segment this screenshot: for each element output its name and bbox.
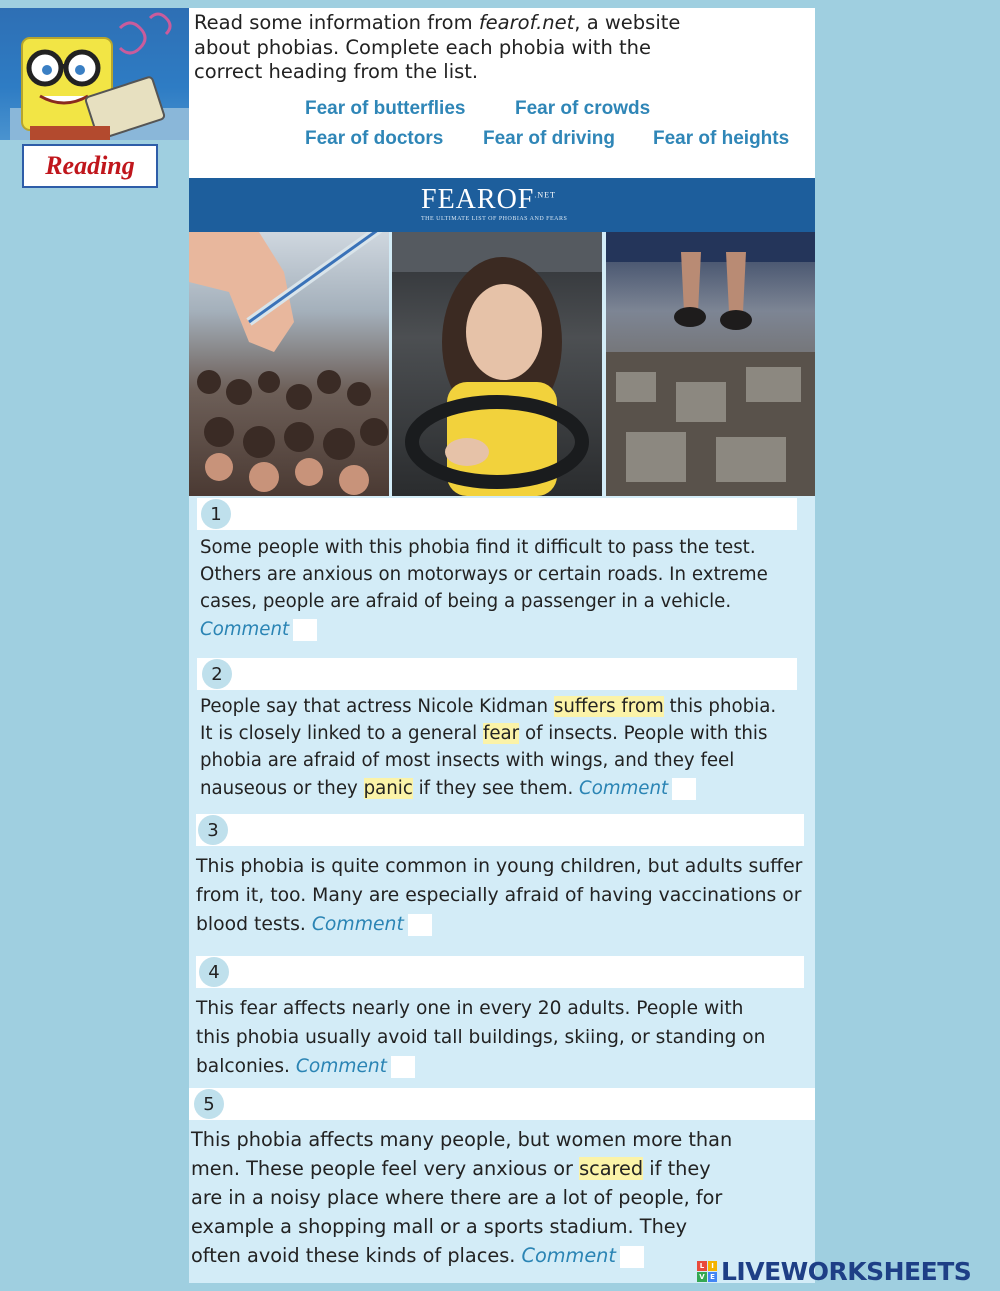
heading-list bbox=[189, 86, 815, 178]
phobia-description-3: This phobia is quite common in young children, but adults suffer from it, too. Many are especially afraid of having vaccinations or blood tests. Comment bbox=[196, 852, 802, 939]
text-line: phobia are afraid of most insects with wings, and they feel bbox=[200, 750, 735, 772]
comment-link[interactable]: Comment bbox=[521, 1244, 616, 1267]
comment-link[interactable]: Comment bbox=[200, 618, 290, 640]
text-line: this phobia usually avoid tall buildings, skiing, or standing on bbox=[196, 1027, 766, 1048]
comment-link[interactable]: Comment bbox=[295, 1056, 387, 1077]
section-number: 3 bbox=[198, 815, 228, 845]
section-number: 1 bbox=[201, 499, 231, 529]
liveworksheets-watermark bbox=[697, 1258, 971, 1284]
text-line: Some people with this phobia find it difficult to pass the test. bbox=[200, 537, 756, 558]
intro-text: about phobias. Complete each phobia with the bbox=[194, 35, 652, 59]
comment-link[interactable]: Comment bbox=[579, 777, 669, 799]
intro-text: , a website bbox=[574, 11, 681, 34]
highlighted-word: panic bbox=[363, 777, 413, 799]
heading-option[interactable]: Fear of heights bbox=[653, 128, 790, 149]
comment-input[interactable] bbox=[391, 1056, 415, 1078]
text-line: are in a noisy place where there are a lot of people, for bbox=[191, 1186, 723, 1209]
text-line: Others are anxious on motorways or certain roads. In extreme bbox=[200, 564, 768, 586]
comment-link[interactable]: Comment bbox=[311, 914, 404, 935]
highlighted-word: scared bbox=[579, 1157, 644, 1180]
answer-field-3[interactable] bbox=[196, 814, 804, 846]
heading-option[interactable]: Fear of crowds bbox=[515, 98, 651, 119]
comment-input[interactable] bbox=[672, 778, 696, 800]
section-number: 2 bbox=[202, 659, 232, 689]
text-line: This phobia is quite common in young children, but adults suffer bbox=[196, 856, 803, 877]
answer-field-4[interactable] bbox=[196, 956, 804, 988]
comment-input[interactable] bbox=[293, 619, 317, 641]
section-number: 5 bbox=[194, 1089, 224, 1119]
instructions bbox=[189, 8, 815, 86]
fearof-logo: $FEAROF^{.NET}$ bbox=[421, 184, 556, 215]
site-name: fearof.net bbox=[478, 11, 575, 34]
heading-option[interactable]: Fear of driving bbox=[483, 128, 615, 149]
text-line: This fear affects nearly one in every 20 adults. People with bbox=[196, 998, 744, 1019]
highlighted-word: suffers from bbox=[553, 696, 664, 717]
answer-field-5[interactable] bbox=[189, 1088, 815, 1120]
answer-field-1[interactable] bbox=[197, 498, 797, 530]
text-line: example a shopping mall or a sports stadium. They bbox=[191, 1215, 688, 1238]
driver-photo bbox=[392, 232, 602, 496]
section-number: 4 bbox=[199, 957, 229, 987]
comment-input[interactable] bbox=[408, 914, 432, 936]
intro-text: correct heading from the list. bbox=[194, 60, 479, 83]
heights-photo bbox=[606, 232, 815, 496]
heading-option[interactable]: Fear of butterflies bbox=[305, 98, 466, 119]
comment-input[interactable] bbox=[620, 1246, 644, 1268]
answer-field-2[interactable] bbox=[197, 658, 797, 690]
intro-text: Read some information from bbox=[194, 11, 479, 34]
crowd-and-syringe-photo bbox=[189, 232, 389, 496]
spongebob-illustration bbox=[0, 8, 190, 140]
highlighted-word: fear bbox=[482, 723, 520, 745]
phobia-description-4: This fear affects nearly one in every 20 adults. People with this phobia usually avoid tall buildings, skiing, or standing on balconies. Comment bbox=[196, 994, 765, 1081]
phobia-description-2: People say that actress Nicole Kidman suffers from this phobia. It is closely linked to a general fear of insects. People with this phobia are afraid of most insects with wings, and they feel nauseous or they panic if they see them. Comment bbox=[200, 696, 777, 799]
heading-option[interactable]: Fear of doctors bbox=[305, 128, 444, 149]
liveworksheets-logo-icon: L I V E bbox=[697, 1261, 717, 1281]
fearof-banner bbox=[189, 178, 815, 232]
text-line: This phobia affects many people, but women more than bbox=[191, 1128, 733, 1151]
banner-tagline: THE ULTIMATE LIST OF PHOBIAS AND FEARS bbox=[421, 216, 568, 222]
text-line: cases, people are afraid of being a passenger in a vehicle. bbox=[200, 591, 732, 613]
text-line: from it, too. Many are especially afraid of having vaccinations or bbox=[196, 885, 802, 906]
phobia-description-1 bbox=[200, 534, 768, 643]
reading-label: Reading bbox=[22, 144, 158, 188]
phobia-description-5: This phobia affects many people, but women more than men. These people feel very anxious or scared if they are in a noisy place where there are a lot of people, for example a shopping mall or a sports stadium. They often avoid these kinds of places. Comment bbox=[191, 1125, 732, 1270]
watermark-text: LIVEWORKSHEETS bbox=[721, 1256, 972, 1286]
